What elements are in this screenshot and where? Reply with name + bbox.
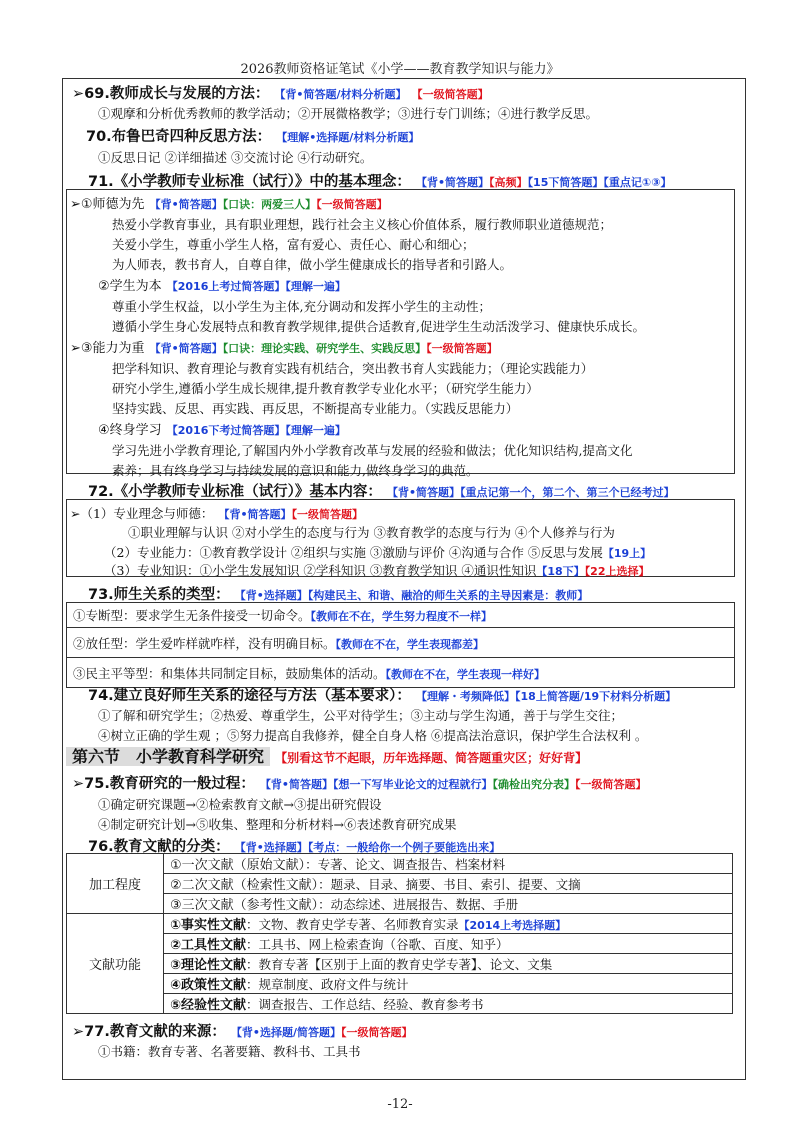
q71-p1-head: ➢①师德为先 [70,197,145,212]
q69-title: ➢69.教师成长与发展的方法： [72,86,270,102]
q76-title: 76.教育文献的分类： [88,839,230,855]
q76-row [67,854,733,874]
q76-g2-text: ：规章制度、政府文件与统计 [246,977,409,992]
q75-tag-4: 【一级简答题】 [574,778,647,791]
q76-group-1-label: 加工程度 [67,854,164,914]
section-6-title: 第六节 小学教育科学研究 [66,747,270,766]
q73-cell [67,628,735,658]
q76-tag-1: 【背•选择题】 [234,841,308,854]
q73-tag-1: 【背•选择题】 [234,589,308,602]
q73-row-text: ①专断型：要求学生无条件接受一切命令。 [73,608,311,623]
q73-title: 73.师生关系的类型： [88,587,230,603]
q76-cell [164,974,733,994]
q72-tag-1: 【背•简答题】 [387,486,461,499]
q70-tag-1: 【理解•选择题/材料分析题】 [276,131,420,144]
q73-row [67,658,735,688]
q69-line: ①观摩和分析优秀教师的教学活动；②开展微格教学；③进行专门训练；④进行教学反思。 [98,106,599,121]
q71-p3-tag-3: 【一级简答题】 [426,342,498,355]
q72-title: 72.《小学教师专业标准（试行）》基本内容： [88,484,382,500]
q71-title: 71.《小学教师专业标准（试行）》中的基本理念： [88,174,411,190]
page-number: -12- [387,1097,413,1112]
q77-tag-1: 【背•选择题/简答题】 [230,1026,341,1039]
section-6-note: 【别看这节不起眼，历年选择题、简答题重灾区；好好背】 [275,751,588,765]
q71-p4-head: ④终身学习 [98,423,162,438]
q76-table [66,853,733,1014]
q76-row [67,994,733,1014]
q76-g2-tag: 【2014上考选择题】 [458,919,567,932]
q72-row-2 [104,542,651,561]
q76-cell [164,914,733,934]
q71-p2-tag-2: 【理解一遍】 [285,280,346,293]
q76-cell [164,954,733,974]
q76-g2-text: ：教育专著【区别于上面的教育史学专著】、论文、文集 [246,957,553,972]
q71-p1-line-3: 为人师表，教书育人，自尊自律，做小学生健康成长的指导者和引路人。 [112,257,513,272]
q72-row-3-text: （3）专业知识：①小学生发展知识 ②学科知识 ③教育教学知识 ④通识性知识 [104,563,537,578]
q76-group-2-label: 文献功能 [67,914,164,1014]
q76-cell [164,994,733,1014]
q72-row-3 [104,560,650,579]
q71-p2-heading [98,275,346,294]
q70-heading [86,125,419,146]
q72-row-1-tag-2: 【一级简答题】 [291,508,364,521]
q72-row-3-tag-2: 【22上选择】 [584,565,650,578]
q77-title: ➢77.教育文献的来源： [72,1024,226,1040]
q74-title: 74.建立良好师生关系的途径与方法（基本要求）： [88,688,411,704]
q69-tag-1: 【背•简答题/材料分析题】 [274,88,407,101]
q72-row-2-text: （2）专业能力：①教育教学设计 ②组织与实施 ③激励与评价 ④沟通与合作 ⑤反思与发展 [104,545,603,560]
q76-g1-head: ②二次文献（检索性文献） [170,878,319,893]
q71-tag-3: 【15下简答题】 [527,176,604,189]
q71-p3-tag-1: 【背•简答题】 [149,342,223,355]
q72-heading [88,480,675,501]
q73-heading [88,583,588,604]
q76-g2-head: ②工具性文献 [170,938,247,953]
q72-row-3-tag-1: 【18下】 [536,565,585,578]
q72-row-1-heading [70,503,363,522]
q71-p2-line-2: 遵循小学生身心发展特点和教育教学规律,提供合适教育,促进学生生动活泼学习、健康快乐成长。 [112,319,645,334]
q77-line-1: ①书籍：教育专著、名著要籍、教科书、工具书 [98,1044,361,1059]
q76-row [67,974,733,994]
q75-tag-1: 【背•简答题】 [259,778,333,791]
q69-tag-2: 【一级简答题】 [411,88,489,101]
q74-heading [88,684,676,705]
q72-tag-2: 【重点记第一个，第二个、第三个已经考过】 [460,486,675,499]
q73-cell [67,658,735,688]
q76-g1-head: ①一次文献（原始文献） [170,858,306,873]
q71-p1-tag-3: 【一级简答题】 [316,198,388,211]
q71-p4-tag-1: 【2016下考过简答题】 [166,424,286,437]
q75-heading [72,772,646,793]
q74-line-2: ④树立正确的学生观 ；⑤努力提高自我修养，健全自身人格 ⑥提高法治意识，保护学生合法权利 。 [98,728,648,743]
q73-row [67,603,735,628]
q77-tag-2: 【一级简答题】 [341,1026,413,1039]
q71-p4-tag-2: 【理解一遍】 [285,424,346,437]
q72-row-1-label: ➢（1）专业理念与师德： [70,506,214,521]
q71-p3-head: ➢③能力为重 [70,341,145,356]
q71-p4-heading [98,419,346,438]
q73-tag-2: 【构建民主、和谐、融洽的师生关系的主导因素是：教师】 [307,589,589,602]
q70-title: 70.布鲁巴奇四种反思方法： [86,129,272,145]
q71-p3-tag-2: 【口诀：理论实践、研究学生、实践反思】 [222,342,427,355]
q71-p3-line-1: 把学科知识、教育理论与教育实践有机结合，突出教书育人实践能力；（理论实践能力） [112,361,594,376]
q73-row [67,628,735,658]
q76-g2-head: ④政策性文献 [170,978,247,993]
q71-p1-line-1: 热爱小学教育事业，具有职业理想，践行社会主义核心价值体系，履行教师职业道德规范； [112,217,613,232]
q73-row-text: ③民主平等型：和集体共同制定目标，鼓励集体的活动。 [73,665,386,681]
q71-p3-heading [70,337,498,356]
q71-p2-line-1: 尊重小学生权益，以小学生为主体,充分调动和发挥小学生的主动性； [112,299,491,314]
q72-row-2-tag: 【19上】 [602,547,652,560]
q76-g1-text: ：题录、目录、摘要、书目、索引、提要、文摘 [318,877,581,892]
q74-line-1: ①了解和研究学生；②热爱、尊重学生，公平对待学生；③主动与学生沟通，善于与学生交往； [98,708,624,723]
q75-title: ➢75.教育研究的一般过程： [72,776,255,792]
q71-p1-tag-1: 【背•简答题】 [149,198,223,211]
q75-tag-2: 【想一下写毕业论文的过程就行】 [332,778,493,791]
q69-heading [72,82,489,103]
q76-cell [164,894,733,914]
q76-row [67,874,733,894]
q76-row [67,954,733,974]
q76-row [67,914,733,934]
q76-g1-text: ：专著、论文、调查报告、档案材料 [305,857,506,872]
q75-tag-3: 【确检出究分表】 [492,778,575,791]
page-header: 2026教师资格证笔试《小学——教育教学知识与能力》 [240,62,560,77]
q76-g2-head: ③理论性文献 [170,958,247,973]
q73-row-tag: 【教师在不在，学生表现一样好】 [385,667,546,681]
q71-p3-line-3: 坚持实践、反思、再实践、再反思，不断提高专业能力。（实践反思能力） [112,401,519,416]
q76-g1-text: ：动态综述、进展报告、数据、手册 [318,897,519,912]
q71-p2-tag-1: 【2016上考过简答题】 [166,280,286,293]
q71-p1-line-2: 关爱小学生，尊重小学生人格，富有爱心、责任心、耐心和细心； [112,237,475,252]
q76-row [67,894,733,914]
q70-line: ①反思日记 ②详细描述 ③交流讨论 ④行动研究。 [98,150,373,165]
q76-cell [164,874,733,894]
q76-tag-2: 【考点：一般给你一个例子要能选出来】 [307,841,501,854]
q76-g2-head: ①事实性文献 [170,918,247,933]
q73-row-text: ②放任型：学生爱咋样就咋样，没有明确目标。 [73,635,336,651]
q71-p4-line-1: 学习先进小学教育理论,了解国内外小学教育改革与发展的经验和做法；优化知识结构,提高文化 [112,443,633,458]
q73-row-tag: 【教师在不在，学生努力程度不一样】 [310,610,493,623]
q76-cell [164,934,733,954]
q74-tag-2: 【18上简答题/19下材料分析题】 [515,690,677,703]
q75-line-1: ①确定研究课题→②检索教育文献→③提出研究假设 [98,797,382,812]
q71-tag-4: 【重点记①③】 [603,176,672,189]
q74-tag-1: 【理解・考频降低】 [416,690,516,703]
q72-row-1-tag-1: 【背•简答题】 [218,508,292,521]
q71-p4-line-2: 素养；具有终身学习与持续发展的意识和能力,做终身学习的典范。 [112,463,479,478]
q76-g2-text: ：文物、教育史学专著、名师教育实录 [246,917,459,932]
q76-row [67,934,733,954]
q77-heading [72,1020,413,1041]
q71-p3-line-2: 研究小学生,遵循小学生成长规律,提升教育教学专业化水平；（研究学生能力） [112,381,539,396]
q73-row-tag: 【教师在不在，学生表现都差】 [335,637,485,651]
section-6-heading [66,744,734,768]
q71-p2-head: ②学生为本 [98,279,162,294]
q71-tag-1: 【背•简答题】 [416,176,490,189]
q73-table [66,602,735,688]
q71-p1-heading [70,193,388,212]
q75-line-2: ④制定研究计划→⑤收集、整理和分析材料→⑥表述教育研究成果 [98,817,457,832]
q76-g2-text: ：工具书、网上检索查询（谷歌、百度、知乎） [246,937,509,952]
q73-cell [67,603,735,628]
q76-g2-head: ⑤经验性文献 [170,998,247,1013]
q71-p1-tag-2: 【口诀：两爱三人】 [222,198,317,211]
q76-cell [164,854,733,874]
q72-row-1-items: ①职业理解与认识 ②对小学生的态度与行为 ③教育教学的态度与行为 ④个人修养与行为 [128,525,615,540]
q76-g2-text: ：调查报告、工作总结、经验、教育参考书 [246,997,484,1012]
q71-tag-2: 【高频】 [489,176,528,189]
q71-heading [88,170,672,191]
q76-g1-head: ③三次文献（参考性文献） [170,898,319,913]
